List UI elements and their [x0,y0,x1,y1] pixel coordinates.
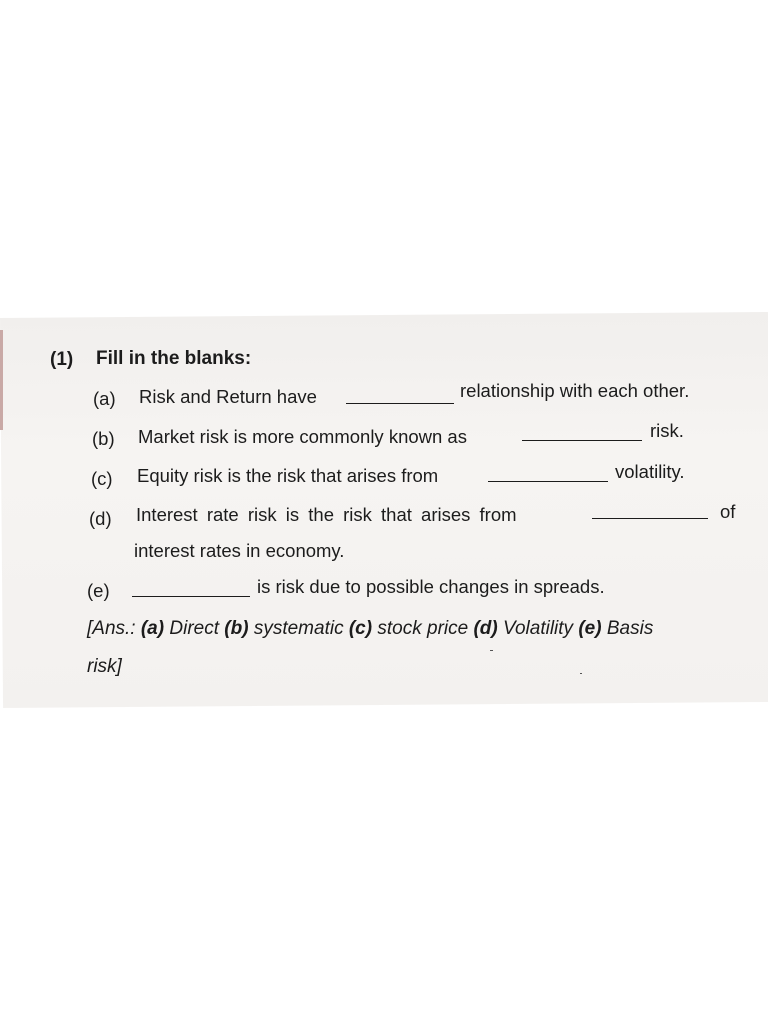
question-title: Fill in the blanks: [96,348,252,369]
answer-a: Direct [169,618,219,639]
item-c-text-after: volatility. [615,461,685,482]
item-d-label: (d) [89,508,112,529]
item-c-text-before: Equity risk is the risk that arises from [137,465,439,486]
scan-speck [490,650,493,651]
answer-e-label: (e) [578,618,602,639]
item-b-label: (b) [92,428,115,449]
item-b-blank [522,440,642,441]
item-a-label: (a) [93,388,116,409]
answer-a-label: (a) [140,618,165,639]
item-e-blank [132,596,250,597]
answers-continuation: risk] [87,656,122,677]
item-c-label: (c) [91,468,113,489]
answers-line [87,618,653,640]
item-e-label: (e) [87,580,110,601]
answer-b-label: (b) [224,618,249,639]
question-number: (1) [50,349,74,370]
answer-c-label: (c) [348,618,373,639]
item-a-text-before: Risk and Return have [139,386,317,407]
item-b-text-after: risk. [650,420,684,441]
answer-d: Volatility [503,618,574,639]
item-d-continuation: interest rates in economy. [134,540,345,561]
answer-e: Basis [606,618,654,639]
answers-prefix: [Ans.: [87,618,136,639]
item-e-text-after: is risk due to possible changes in spreads. [257,576,605,597]
item-a-blank [346,403,454,404]
item-d-blank [592,518,708,519]
scan-speck [580,673,582,674]
answer-d-label: (d) [473,618,498,639]
item-b-text-before: Market risk is more commonly known as [138,426,467,447]
answer-c: stock price [377,618,469,639]
answer-b: systematic [253,618,344,639]
item-d-text-before: Interest rate risk is the risk that arises from [136,504,517,525]
page-edge [0,330,3,430]
item-c-blank [488,481,608,482]
item-a-text-after: relationship with each other. [460,380,690,401]
item-d-text-after: of [720,501,736,522]
